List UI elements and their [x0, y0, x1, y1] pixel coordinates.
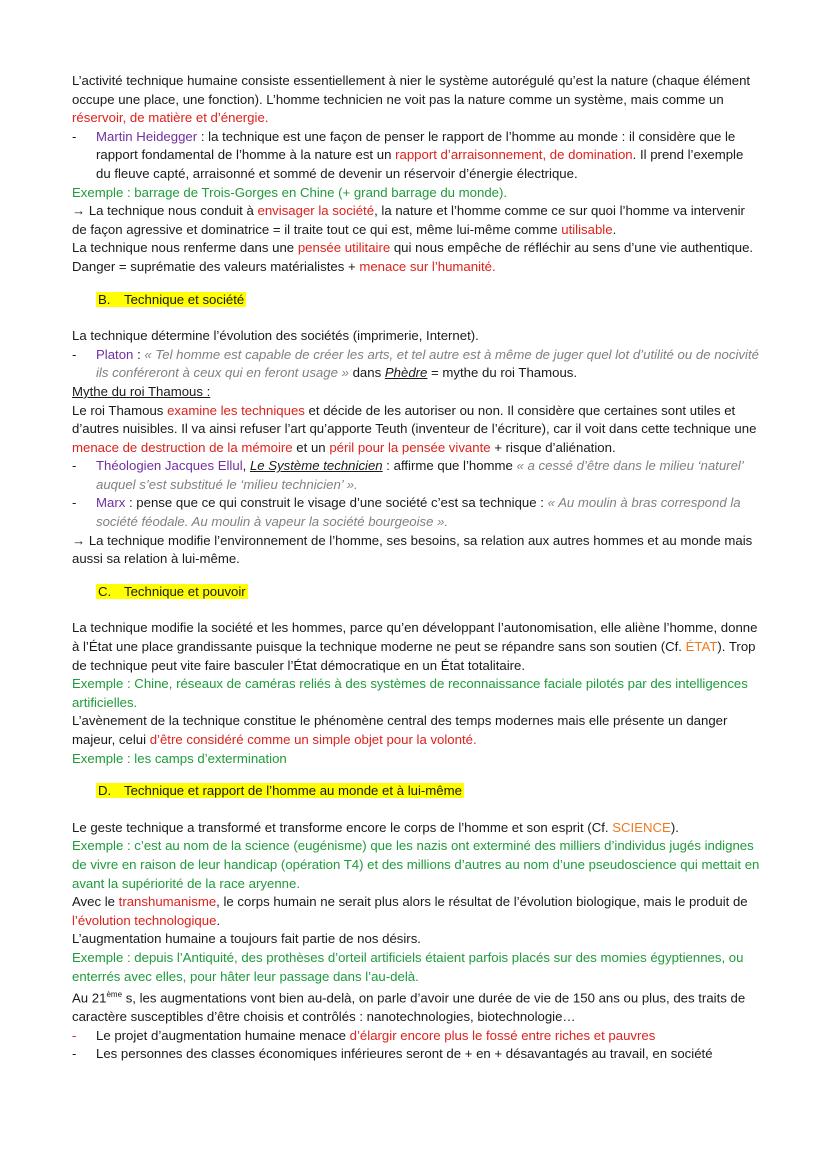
bullet-heidegger: - Martin Heidegger : la technique est une façon de penser le rapport de l’homme au monde : il considère que le rapport fondamental de l’homme à la nature est un rapport d’arraisonnement, de domination. Il prend l’exemple du fleuve capté, arraisonné et sommé de devenir un réservoir d’énergie électrique. — [72, 128, 744, 181]
bullet-dash: - — [72, 495, 77, 511]
paragraph-geste: Le geste technique a transformé et transforme encore le corps de l’homme et son esprit (Cf. SCIENCE). — [72, 819, 679, 835]
bullet-fosse: - Le projet d’augmentation humaine menace d’élargir encore plus le fossé entre riches et pauvres — [72, 1027, 760, 1046]
example-chine: Exemple : Chine, réseaux de caméras reliés à des systèmes de reconnaissance faciale pilotés par des intelligences artificielles. — [72, 676, 748, 710]
paragraph-envisager: → La technique nous conduit à envisager la société, la nature et l’homme comme ce sur quoi l’homme va intervenir de façon agressive et dominatrice = il traite tout ce qui est, même lui-même comme utilisable. — [72, 203, 745, 237]
work-title: Le Système technicien — [249, 458, 383, 474]
highlight-red: l’évolution technologique — [72, 912, 217, 928]
highlight-red: pensée utilitaire — [297, 240, 391, 256]
paragraph-mythe: Le roi Thamous examine les techniques et décide de les autoriser ou non. Il considère que certaines sont utiles et d’autres nuisibles. Il va ainsi refuser l’art qu’apporte Teuth (inventeur de l’écriture), car il voit dans cette technique une menace de destruction de la mémoire et un péril pour la pensée vivante + risque d’aliénation. — [72, 402, 757, 455]
quote: « Tel homme est capable de créer les arts, et tel autre est à même de juger quel lot d’utilité ou de nocivité ils conféreront à ceux qui en feront usage » — [96, 346, 759, 381]
example-eugenisme: Exemple : c’est au nom de la science (eugénisme) que les nazis ont exterminé des milliers d’individus jugés indignes de vivre en raison de leur handicap (opération T4) et des millions d’autres au nom d’une pseudoscience qui mettait en avant la supériorité de la race aryenne. — [72, 838, 760, 891]
bullet-dash: - — [72, 346, 77, 362]
example-camps: Exemple : les camps d’extermination — [72, 750, 287, 766]
highlight-red: d’élargir encore plus le fossé entre riches et pauvres — [349, 1027, 656, 1043]
highlight-red: examine les techniques — [167, 402, 305, 418]
paragraph-transhumanisme: Avec le transhumanisme, le corps humain ne serait plus alors le résultat de l’évolution biologique, mais le produit de l’évolution technologique. — [72, 894, 748, 928]
bullet-dash: - — [72, 1046, 77, 1062]
paragraph-pouvoir: La technique modifie la société et les hommes, parce qu’en développant l’autonomisation, elle aliène l’homme, donne à l’État une place grandissante puisque la technique moderne ne peut se répandre sans son soutien (Cf. ÉTAT). Trop de technique peut vite faire basculer l’État démocratique en un État totalitaire. — [72, 620, 758, 673]
section-heading-d: D. Technique et rapport de l’homme au monde et à lui-même — [98, 783, 462, 799]
quote: « a cessé d’être dans le milieu ‘naturel’ auquel s’est substitué le ‘milieu technicien’ ». — [96, 458, 744, 492]
author-name: Marx — [96, 495, 126, 511]
example-barrage: Exemple : barrage de Trois-Gorges en Chine (+ grand barrage du monde). — [72, 184, 508, 200]
highlight-red: d’être considéré comme un simple objet pour la volonté. — [149, 732, 477, 747]
paragraph-utilitaire: La technique nous renferme dans une pensée utilitaire qui nous empêche de réfléchir au sens d’une vie authentique. Danger = suprématie des valeurs matérialistes + menace sur l’humanité. — [72, 240, 754, 274]
paragraph-evolution: La technique détermine l’évolution des sociétés (imprimerie, Internet). — [72, 328, 479, 344]
highlight-red: transhumanisme — [118, 894, 217, 910]
work-title: Phèdre — [384, 365, 428, 381]
author-name: Théologien Jacques Ellul — [96, 458, 243, 474]
author-name: Platon — [96, 346, 134, 362]
paragraph-augmentation: L’augmentation humaine a toujours fait partie de nos désirs. — [72, 931, 421, 947]
example-protheses: Exemple : depuis l’Antiquité, des prothèses d’orteil artificiels étaient parfois placés sur des momies égyptiennes, ou enterrés avec elles, pour hâter leur passage dans l’au-delà. — [72, 949, 744, 984]
crossref-science: SCIENCE — [612, 819, 671, 835]
bullet-classes: - Les personnes des classes économiques inférieures seront de + en + désavantagés au travail, en société — [72, 1045, 760, 1064]
bullet-marx: - Marx : pense que ce qui construit le visage d’une société c’est sa technique : « Au moulin à bras correspond la société féodale. Au moulin à vapeur la société bourgeoise ». — [72, 495, 741, 530]
crossref-etat: ÉTAT — [685, 639, 718, 655]
highlight-red: réservoir, de matière et d’énergie. — [72, 110, 269, 126]
bullet-platon: - Platon : « Tel homme est capable de créer les arts, et tel autre est à même de juger quel lot d’utilité ou de nocivité ils conféreront à ceux qui en feront usage » dans Phèdre = mythe du roi Thamous. — [72, 346, 759, 381]
bullet-dash: - — [72, 128, 77, 144]
subheading-mythe: Mythe du roi Thamous : — [72, 383, 211, 399]
highlight-red: menace sur l’humanité. — [359, 258, 496, 274]
section-heading-b: B. Technique et société — [98, 291, 245, 307]
quote: « Au moulin à bras correspond la société féodale. Au moulin à vapeur la société bourgeoise ». — [96, 495, 741, 530]
highlight-red: envisager la société — [257, 203, 375, 219]
bullet-ellul: - Théologien Jacques Ellul, Le Système technicien : affirme que l’homme « a cessé d’être dans le milieu ‘naturel’ auquel s’est substitué le ‘milieu technicien’ ». — [72, 458, 744, 492]
author-name: Martin Heidegger — [96, 128, 198, 144]
paragraph-avenement: L’avènement de la technique constitue le phénomène central des temps modernes mais elle présente un danger majeur, celui d’être considéré comme un simple objet pour la volonté. — [72, 713, 728, 747]
highlight-red: menace de destruction de la mémoire — [72, 439, 293, 455]
paragraph-environnement: → La technique modifie l’environnement de l’homme, ses besoins, sa relation aux autres hommes et au monde mais aussi sa relation à lui-même. — [72, 532, 753, 567]
paragraph-nature: L’activité technique humaine consiste essentiellement à nier le système autorégulé qu’est la nature (chaque élément occupe une place, une fonction). L’homme technicien ne voit pas la nature comme un système, mais comme un réservoir, de matière et d’énergie. — [72, 73, 751, 126]
section-heading-c: C. Technique et pouvoir — [98, 583, 246, 599]
highlight-red: utilisable — [561, 221, 613, 237]
bullet-dash: - — [72, 458, 77, 474]
bullet-dash: - — [72, 1027, 77, 1043]
highlight-red: péril pour la pensée vivante — [329, 439, 491, 455]
document-page — [72, 72, 760, 1064]
highlight-red: rapport d’arraisonnement, de domination — [395, 147, 633, 163]
paragraph-21e-siecle: Au 21ème s, les augmentations vont bien au-delà, on parle d’avoir une durée de vie de 150 ans ou plus, des traits de caractère susceptibles d’être choisis et contrôlés : nanotechnologies, biotechnologie… — [72, 990, 746, 1025]
